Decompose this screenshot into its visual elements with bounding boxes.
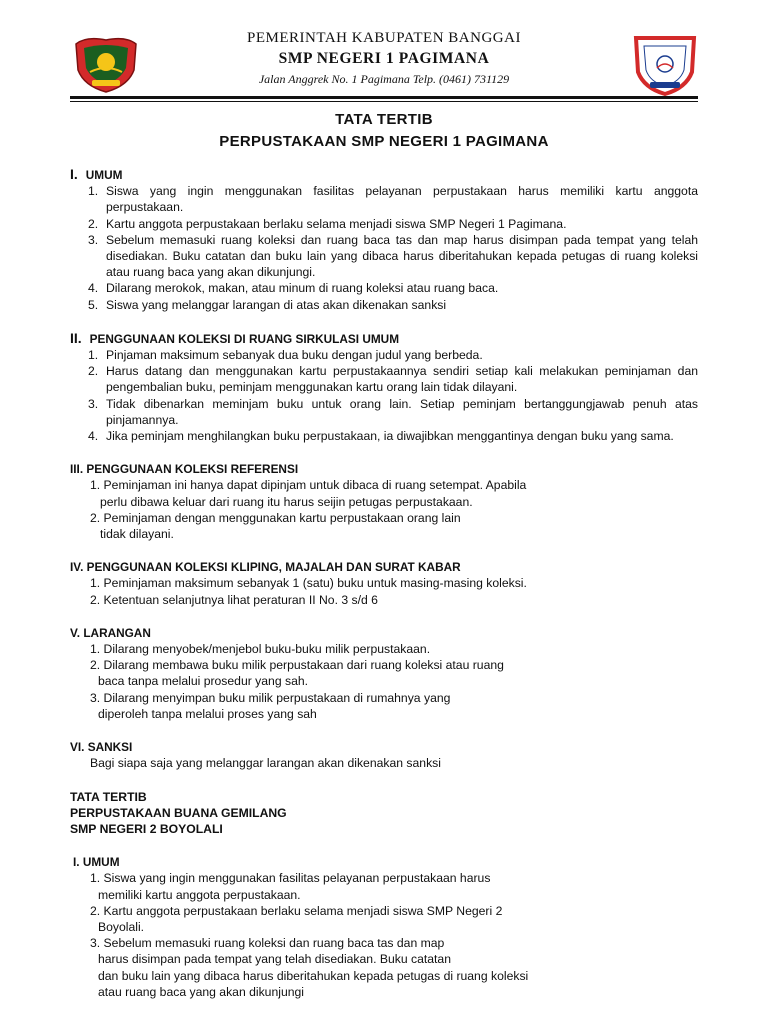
list-item: 5. Siswa yang melanggar larangan di atas akan dikenakan sanksi (88, 297, 447, 312)
list-item: 2. Ketentuan selanjutnya lihat peraturan II No. 3 s/d 6 (90, 592, 378, 607)
list-item: 3. Tidak dibenarkan meminjam buku untuk orang lain. Setiap peminjam bertanggungjawab penuh atas pinjamannya. (88, 396, 698, 427)
document-subtitle: PERPUSTAKAAN SMP NEGERI 1 PAGIMANA (219, 133, 549, 150)
list-item-continuation: diperoleh tanpa melalui proses yang sah (98, 706, 317, 721)
section-heading: IV. PENGGUNAAN KOLEKSI KLIPING, MAJALAH DAN SURAT KABAR (70, 560, 461, 575)
list-item: 4. Jika peminjam menghilangkan buku perpustakaan, ia diwajibkan menggantinya dengan buku yang sama. (88, 429, 674, 444)
list-item-continuation: perlu dibawa keluar dari ruang itu harus seijin petugas perpustakaan. (100, 494, 473, 509)
sanction-text: Bagi siapa saja yang melanggar larangan akan dikenakan sanksi (90, 756, 441, 771)
school-address: Jalan Anggrek No. 1 Pagimana Telp. (0461) 731129 (258, 72, 510, 86)
list-item: 2. Kartu anggota perpustakaan berlaku selama menjadi siswa SMP Negeri 1 Pagimana. (88, 216, 567, 231)
section-title: PENGGUNAAN KOLEKSI DI RUANG SIRKULASI UMUM (89, 331, 400, 346)
list-item: 1. Siswa yang ingin menggunakan fasilitas pelayanan perpustakaan harus memiliki kartu anggota perpustakaan. (88, 184, 698, 215)
list-item: 1. Peminjaman maksimum sebanyak 1 (satu) buku untuk masing-masing koleksi. (90, 576, 527, 591)
rules-body (70, 166, 698, 1000)
government-name: PEMERINTAH KABUPATEN BANGGAI (247, 30, 521, 46)
document-title: TATA TERTIB (335, 111, 433, 128)
letterhead-rule-thick (70, 96, 698, 99)
list-item: 3. Sebelum memasuki ruang koleksi dan ruang baca tas dan map harus disimpan pada tempat yang telah disediakan. Buku catatan dan buku lain yang dibaca harus diberitahukan kepada petugas di ruang koleksi atau ruang baca yang akan dikunjungi. (88, 232, 698, 280)
school-emblem-icon (632, 32, 698, 96)
section-heading: III. PENGGUNAAN KOLEKSI REFERENSI (70, 462, 299, 477)
list-item: 1. Siswa yang ingin menggunakan fasilitas pelayanan perpustakaan harus (90, 871, 491, 886)
section-roman: II. (70, 329, 82, 346)
list-item: 2. Harus datang dan menggunakan kartu perpustakaannya sendiri setiap kali melakukan peminjaman dan pengembalian buku, peminjam menggunakan kartu orang lain tidak dilayani. (88, 364, 698, 395)
list-item-continuation: dan buku lain yang dibaca harus diberitahukan kepada petugas di ruang koleksi (98, 968, 529, 983)
list-item: 2. Kartu anggota perpustakaan berlaku selama menjadi siswa SMP Negeri 2 (90, 903, 503, 918)
list-item: 3. Dilarang menyimpan buku milik perpustakaan di rumahnya yang (90, 690, 451, 705)
letterhead-rule-thin (70, 101, 698, 102)
section-roman: I. (70, 166, 78, 182)
list-item-continuation: memiliki kartu anggota perpustakaan. (98, 887, 301, 902)
list-item: 2. Peminjaman dengan menggunakan kartu perpustakaan orang lain (90, 510, 461, 525)
school-name: SMP NEGERI 1 PAGIMANA (278, 50, 490, 67)
second-doc-library: PERPUSTAKAAN BUANA GEMILANG (70, 805, 287, 820)
second-doc-school: SMP NEGERI 2 BOYOLALI (70, 821, 223, 836)
list-item: 4. Dilarang merokok, makan, atau minum di ruang koleksi atau ruang baca. (88, 281, 499, 296)
list-item: 1. Peminjaman ini hanya dapat dipinjam untuk dibaca di ruang setempat. Apabila (90, 478, 527, 493)
section-heading: V. LARANGAN (70, 625, 151, 640)
list-item-continuation: baca tanpa melalui prosedur yang sah. (98, 674, 309, 689)
section-heading: I. UMUM (73, 855, 120, 870)
list-item-continuation: harus disimpan pada tempat yang telah disediakan. Buku catatan (98, 952, 451, 967)
list-item: 1. Dilarang menyobek/menjebol buku-buku milik perpustakaan. (90, 642, 431, 657)
list-item: 1. Pinjaman maksimum sebanyak dua buku dengan judul yang berbeda. (88, 348, 483, 363)
second-doc-title: TATA TERTIB (70, 789, 147, 804)
list-item-continuation: Boyolali. (98, 919, 145, 934)
section-title: UMUM (85, 168, 123, 182)
section-heading (70, 330, 698, 347)
list-item-continuation: atau ruang baca yang akan dikunjungi (98, 984, 304, 999)
list-item-continuation: tidak dilayani. (100, 527, 174, 542)
list-item: 3. Sebelum memasuki ruang koleksi dan ruang baca tas dan map (90, 936, 445, 951)
list-item: 2. Dilarang membawa buku milik perpustakaan dari ruang koleksi atau ruang (90, 658, 504, 673)
section-heading: VI. SANKSI (70, 740, 133, 755)
section-heading (70, 166, 698, 183)
banggai-regency-crest-icon (72, 34, 140, 94)
